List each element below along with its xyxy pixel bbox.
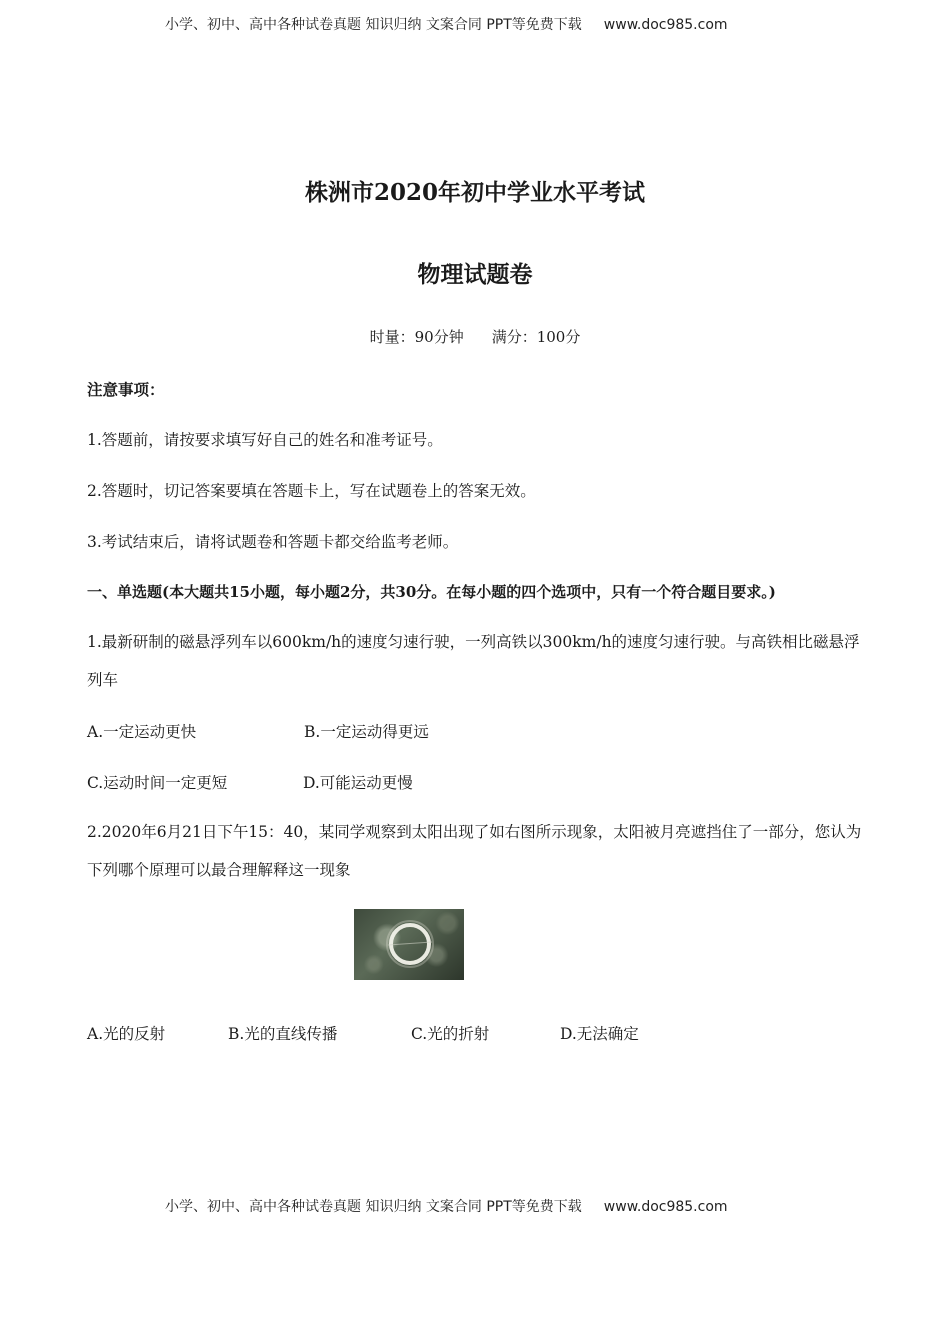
footer-banner-text: 小学、初中、高中各种试卷真题 知识归纳 文案合同 PPT等免费下载 — [165, 1199, 582, 1215]
exam-score: 满分：100分 — [491, 328, 581, 346]
exam-subtitle: 物理试题卷 — [417, 261, 533, 288]
question-1-text: 1.最新研制的磁悬浮列车以600km/h的速度匀速行驶，一列高铁以300km/h的速度匀速行驶。与高铁相比磁悬浮列车 — [87, 633, 860, 689]
question-2-text: 2.2020年6月21日下午15：40，某同学观察到太阳出现了如右图所示现象，太阳被月亮遮挡住了一部分，您认为下列哪个原理可以最合理解释这一现象 — [87, 823, 862, 879]
header-site-link[interactable]: www.doc985.com — [603, 17, 728, 33]
section-heading: 一、单选题(本大题共15小题，每小题2分，共30分。在每小题的四个选项中，只有一个符合题目要求。) — [87, 583, 776, 601]
solar-eclipse-photo — [354, 909, 464, 980]
exam-meta — [0, 326, 950, 347]
q2-option-c: C.光的折射 — [411, 1025, 490, 1043]
header-banner-text: 小学、初中、高中各种试卷真题 知识归纳 文案合同 PPT等免费下载 — [165, 17, 582, 33]
q2-option-b: B.光的直线传播 — [228, 1025, 338, 1043]
notice-item-3: 3.考试结束后，请将试题卷和答题卡都交给监考老师。 — [87, 533, 459, 551]
notice-item-1: 1.答题前，请按要求填写好自己的姓名和准考证号。 — [87, 431, 443, 449]
q1-option-c: C.运动时间一定更短 — [87, 774, 228, 792]
exam-time: 时量：90分钟 — [369, 328, 464, 346]
q2-option-a: A.光的反射 — [87, 1025, 166, 1043]
header-banner — [165, 14, 728, 34]
q1-option-b: B.一定运动得更远 — [304, 723, 429, 741]
q1-option-a: A.一定运动更快 — [87, 723, 197, 741]
eclipse-ring-graphic — [354, 909, 464, 980]
q2-option-d: D.无法确定 — [560, 1025, 639, 1043]
q1-option-d: D.可能运动更慢 — [303, 774, 413, 792]
footer-banner — [165, 1196, 728, 1216]
notice-item-2: 2.答题时，切记答案要填在答题卡上，写在试题卷上的答案无效。 — [87, 482, 536, 500]
notice-heading: 注意事项： — [87, 380, 165, 399]
exam-title: 株洲市2020年初中学业水平考试 — [304, 179, 645, 206]
footer-site-link[interactable]: www.doc985.com — [603, 1199, 728, 1215]
